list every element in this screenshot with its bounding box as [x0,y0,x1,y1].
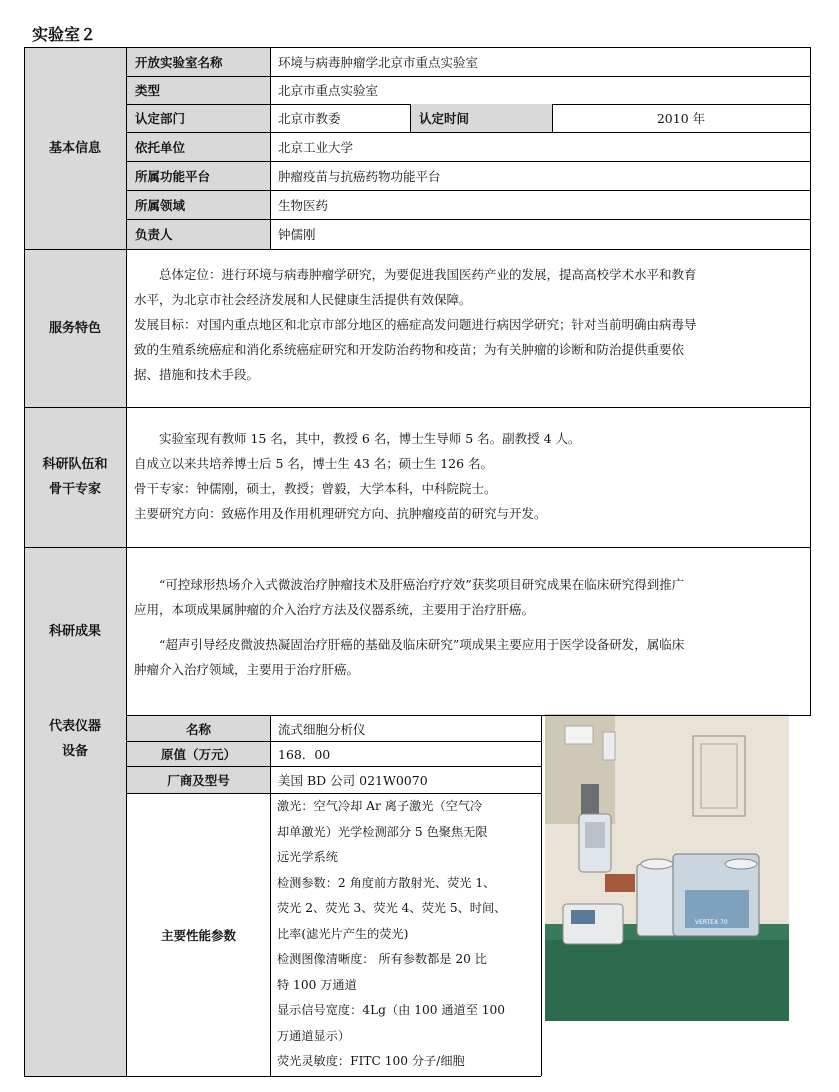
table-border-right [810,47,811,715]
equipment-photo-illustration [545,714,789,1021]
section-label-equipment-line1: 代表仪器 [48,719,101,734]
basic-row-value: 北京市重点实验室 [278,83,379,98]
basic-row-label: 所属功能平台 [127,161,270,190]
divider-achievements-equipment [126,715,811,716]
basic-row-line [126,190,811,191]
team-line: 实验室现有教师 15 名，其中，教授 6 名，博士生导师 5 名。副教授 4 人。 [159,431,581,446]
equip-row-line [126,766,541,767]
achievement-line: 肿瘤介入治疗领域，主要用于治疗肝癌。 [134,662,360,677]
basic-row-line [126,219,811,220]
section-label-service: 服务特色 [48,320,101,336]
table-border-left [24,47,25,1076]
param-line: 激光：空气冷却 Ar 离子激光（空气冷 [277,799,483,813]
basic-row-value: 生物医药 [278,197,329,213]
equip-params-label: 主要性能参数 [160,927,236,943]
divider-basic-service [24,249,811,250]
equip-price-label: 原值（万元） [127,741,270,766]
basic-row-value: 肿瘤疫苗与抗癌药物功能平台 [278,168,441,184]
basic-row-line [126,76,811,77]
service-line: 据、措施和技术手段。 [134,367,260,382]
basic-row-label: 依托单位 [127,132,270,161]
achievement-line: “超声引导经皮微波热凝固治疗肝癌的基础及临床研究”项成果主要应用于医学设备研发，属临床 [159,637,685,652]
param-line: 检测图像清晰度： 所有参数都是 20 比 [277,952,487,966]
basic-row-label: 所属领域 [127,190,270,219]
service-text [134,262,814,387]
param-line: 远光学系统 [277,850,338,864]
param-line: 却单激光）光学检测部分 5 色聚焦无限 [277,824,488,839]
divider-service-team [24,407,811,408]
section-label-equipment-line2: 设备 [61,744,88,759]
basic-row-label: 负责人 [127,219,270,249]
equip-col-divider-right [541,716,542,1076]
param-line: 比率(滤光片产生的荧光) [277,926,409,941]
date-row-divider [552,104,553,132]
section-label-team-line2: 骨干专家 [48,482,101,497]
table-border-top [24,47,811,48]
equip-col-divider [270,716,271,1076]
equip-name-label: 名称 [127,716,270,741]
section-label-team-line1: 科研队伍和 [42,457,108,472]
basic-col-divider [270,47,271,249]
date-value: 2010 年 [656,111,706,126]
team-line: 骨干专家：钟儒刚，硕士，教授；曾毅，大学本科，中科院院士。 [134,481,497,496]
achievement-line: 应用，本项成果属肿瘤的介入治疗方法及仪器系统，主要用于治疗肝癌。 [134,602,535,617]
basic-row-value: 北京工业大学 [278,139,354,155]
param-line: 特 100 万通道 [277,977,357,992]
date-label: 认定时间 [411,104,552,132]
basic-row-value: 北京市教委 [278,111,341,126]
basic-row-label: 开放实验室名称 [127,47,270,76]
section-label-basic: 基本信息 [48,140,101,156]
param-line: 荧光 2、荧光 3、荧光 4、荧光 5、时间、 [277,901,507,915]
equip-name-value: 流式细胞分析仪 [278,721,366,737]
team-line: 主要研究方向：致癌作用及作用机理研究方向、抗肿瘤疫苗的研究与开发。 [134,506,547,521]
label-col-divider [126,47,127,1076]
equip-maker-label: 厂商及型号 [127,766,270,793]
param-line: 显示信号宽度：4Lg（由 100 通道至 100 [277,1003,506,1017]
section-label-equipment [24,716,126,762]
section-label-achievements: 科研成果 [48,623,101,639]
service-line: 发展目标：对国内重点地区和北京市部分地区的癌症高发问题进行病因学研究；针对当前明确由病毒导 [134,317,697,332]
equip-maker-value: 美国 BD 公司 021W0070 [278,772,428,788]
basic-row-value: 环境与病毒肿瘤学北京市重点实验室 [278,54,479,70]
param-line: 万通道显示） [277,1028,351,1043]
equip-price-value: 168．00 [278,746,331,762]
achievements-text [134,572,814,682]
basic-row-label: 认定部门 [127,104,270,132]
photo-brand-label: VERTEX 70 [695,919,728,926]
section-label-team [24,407,126,547]
basic-row-line [126,161,811,162]
equipment-photo [545,714,789,1021]
team-line: 自成立以来共培养博士后 5 名，博士生 43 名；硕士生 126 名。 [134,456,494,471]
team-text [134,426,814,526]
equip-row-line [126,793,541,794]
divider-team-achievements [24,547,811,548]
service-line: 水平，为北京市社会经济发展和人民健康生活提供有效保障。 [134,292,472,307]
param-line: 检测参数：2 角度前方散射光、荧光 1、 [277,875,496,890]
equip-params-text [277,794,535,1075]
equip-row-line [126,741,541,742]
param-line: 荧光灵敏度：FITC 100 分子/细胞 [277,1054,465,1068]
date-row-divider [410,104,411,132]
achievement-line: “可控球形热场介入式微波治疗肿瘤技术及肝癌治疗疗效”获奖项目研究成果在临床研究得到推广 [159,577,685,592]
basic-row-label: 类型 [127,76,270,104]
page-title: 实验室２ [32,25,97,44]
service-line: 致的生殖系统癌症和消化系统癌症研究和开发防治药物和疫苗；为有关肿瘤的诊断和防治提供重要依 [134,342,685,357]
basic-row-value: 钟儒刚 [278,227,316,242]
basic-row-line [126,132,811,133]
service-line: 总体定位：进行环境与病毒肿瘤学研究，为要促进我国医药产业的发展，提高高校学术水平和教育 [159,267,697,282]
table-border-bottom [24,1076,541,1077]
